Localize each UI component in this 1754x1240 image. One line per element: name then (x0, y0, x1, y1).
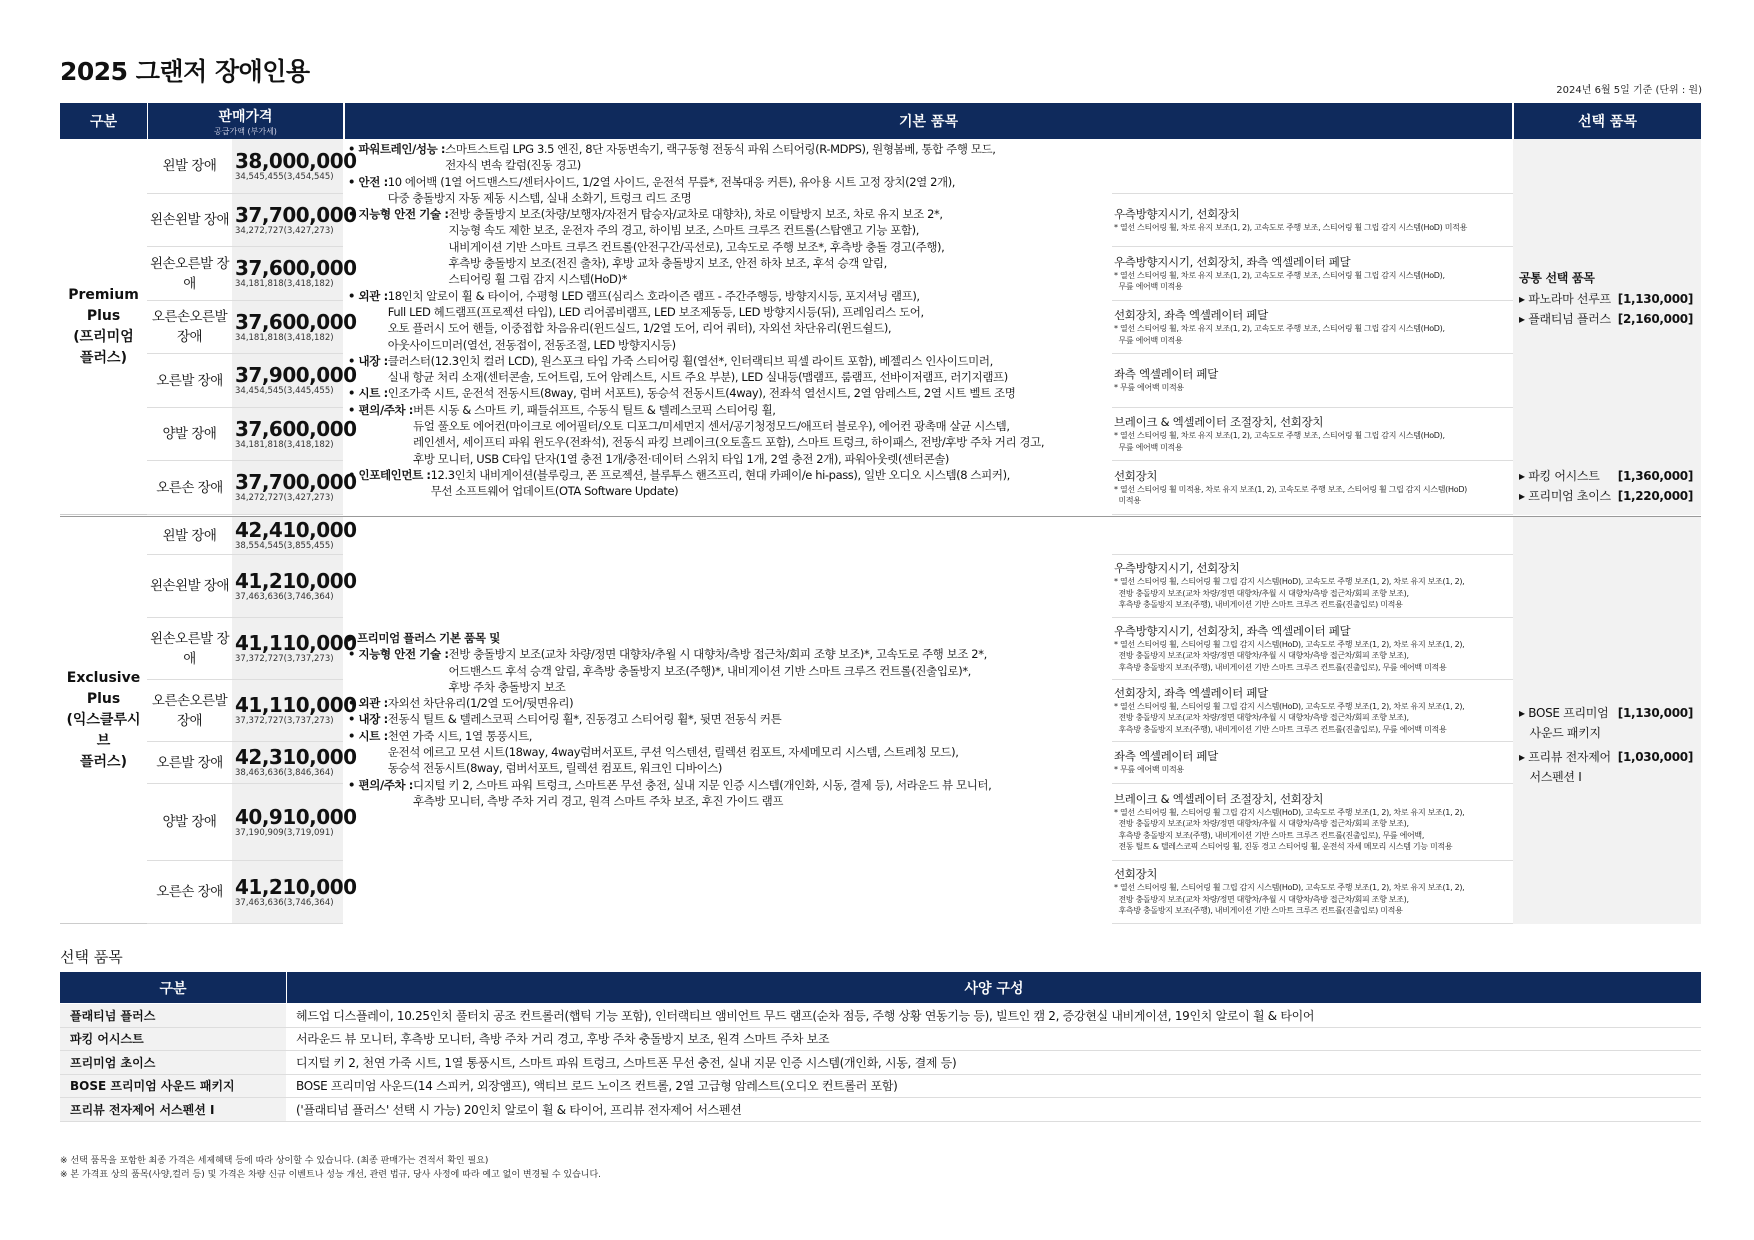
model-price (232, 247, 357, 300)
basic-line (348, 174, 1108, 207)
select-common (1513, 267, 1701, 329)
select-column (1513, 517, 1701, 924)
price-supply: 38,463,636(3,846,364) (235, 768, 334, 778)
price-supply: 34,181,818(3,418,182) (235, 279, 334, 289)
select-item (1513, 309, 1701, 329)
select-item-name: ▸ 파노라마 선루프 (1519, 292, 1611, 306)
basic-text: 클러스터(12.3인치 컬러 LCD), 원스포크 타입 가죽 스티어링 휠(열선*, 인터랙티브 픽셀 라이트 포함), 베젤리스 인사이드미러, 실내 항균 처리 소재(센터콘솔, 도어트림, 도어 암레스트, 시트 주요 부분), LED 실내등(맵램프, 룸램프, 선바이저램프, 러기지램프) (387, 353, 1008, 385)
option-row (60, 1028, 1701, 1052)
select-item-price: [2,160,000] (1617, 312, 1693, 326)
basic-head: ▸ 프리미엄 플러스 기본 품목 및 (348, 631, 500, 645)
trim-name: Premium Plus (프리미엄 플러스) (60, 139, 147, 515)
trim-name: Exclusive Plus (익스클루시브 플러스) (60, 517, 147, 924)
price-value: 37,900,000 (235, 363, 357, 387)
model-price (232, 555, 357, 617)
date-note: 2024년 6월 5일 기준 (단위 : 원) (1556, 85, 1702, 96)
basic-text: 10 에어백 (1열 어드밴스드/센터사이드, 1/2열 사이드, 운전석 무릎*, 전복대응 커튼), 유아용 시트 고정 장치(2열 2개), 다중 충돌방지 자동 제동 시스템, 실내 소화기, 트렁크 리드 조명 (387, 174, 956, 205)
model-name: 오른손 장애 (156, 884, 223, 900)
option-cell-empty (1112, 517, 1513, 555)
basic-text: 천연 가죽 시트, 1열 통풍시트, 운전석 에르고 모션 시트(18way, 4way럼버서포트, 쿠션 익스텐션, 릴렉션 컴포트, 자세메모리 시스템, 스트레칭 모드), 동승석 전동시트(8way, 럼버서포트, 릴렉션 컴포트, 워크인 디바이스) (387, 728, 959, 776)
basic-label: • 시트 : (348, 386, 388, 401)
option-cell (1112, 861, 1513, 924)
option-name: 우측방향지시기, 선회장치 (1114, 206, 1240, 221)
model-row (147, 139, 357, 194)
model-name: 왼손오른발 장애 (149, 255, 230, 292)
option-header-spec: 사양 구성 (287, 972, 1701, 1003)
option-name: 좌측 엑셀레이터 페달 (1114, 367, 1218, 382)
basic-label: • 외관 : (348, 696, 388, 711)
select-item (1513, 486, 1701, 506)
model-price (232, 517, 357, 554)
basic-label: • 인포테인먼트 : (348, 467, 431, 482)
model-name: 왼손왼발 장애 (149, 578, 230, 594)
model-price (232, 139, 357, 193)
basic-label: • 편의/주차 : (348, 402, 413, 417)
option-cell (1112, 555, 1513, 618)
basic-label: • 지능형 안전 기술 : (348, 207, 449, 222)
price-value: 40,910,000 (235, 804, 357, 829)
option-row-name: 플래티넘 플러스 (60, 1004, 286, 1027)
model-name: 오른손오른발 장애 (151, 692, 228, 729)
basic-text: 전방 충돌방지 보조(교차 차량/정면 대향차/추월 시 대향차/측방 접근차/회피 조향 보조)*, 고속도로 주행 보조 2*, 어드밴스드 후석 승객 알림, 후측방 충돌방지 보조(주행)*, 내비게이션 기반 스마트 크루즈 컨트롤(진출입로)*, 후방 주차 충돌방지 보조 (448, 647, 987, 694)
model-row (147, 408, 357, 461)
model-price (232, 618, 357, 679)
basic-line (348, 141, 1108, 174)
basic-line (348, 206, 1108, 287)
price-supply: 38,554,545(3,855,455) (235, 541, 334, 551)
footnote-1: ※ 선택 품목을 포함한 최종 가격은 세제혜택 등에 따라 상이할 수 있습니다. (최종 판매가는 견적서 확인 필요) (60, 1156, 489, 1166)
basic-line (348, 777, 1108, 810)
header-price: 판매가격 공급가액 (부가세) (147, 103, 343, 139)
basic-text: 디지털 키 2, 스마트 파워 트렁크, 스마트폰 무선 충전, 실내 지문 인증 시스템(개인화, 시동, 결제 등), 서라운드 뷰 모니터, 후측방 모니터, 측방 주차 거리 경고, 원격 스마트 주차 보조, 후진 가이드 램프 (413, 777, 992, 808)
model-name: 왼발 장애 (162, 158, 217, 174)
select-item-price: [1,130,000] (1617, 292, 1693, 306)
price-value: 37,700,000 (235, 470, 357, 494)
option-row (60, 1004, 1701, 1028)
select-item-name: ▸ 프리뷰 전자제어 서스펜션 I (1519, 750, 1611, 784)
model-row (147, 354, 357, 408)
option-name: 선회장치 (1114, 867, 1158, 882)
model-name: 양발 장애 (162, 426, 217, 442)
select-item-name: ▸ 플래티넘 플러스 (1519, 312, 1611, 326)
option-name: 우측방향지시기, 선회장치 (1114, 561, 1240, 576)
basic-text: 스마트스트림 LPG 3.5 엔진, 8단 자동변속기, 랙구동형 전동식 파워 스티어링(R-MDPS), 원형봄베, 통합 주행 모드, 전자식 변속 칼럼(진동 경고) (445, 142, 996, 173)
price-supply: 34,181,818(3,418,182) (235, 439, 334, 450)
select-item-price: [1,130,000] (1617, 706, 1693, 720)
option-name: 우측방향지시기, 선회장치, 좌측 엑셀레이터 페달 (1114, 254, 1351, 269)
price-supply: 34,545,455(3,454,545) (235, 171, 334, 182)
option-row (60, 1051, 1701, 1075)
select-item (1513, 747, 1701, 787)
header-basic: 기본 품목 (344, 103, 1512, 139)
option-row-spec: 서라운드 뷰 모니터, 후측방 모니터, 측방 주차 거리 경고, 후방 주차 충돌방지 보조, 원격 스마트 주차 보조 (296, 1032, 830, 1047)
option-note: * 열선 스티어링 휠, 차로 유지 보조(1, 2), 고속도로 주행 보조, 스티어링 휠 그립 감지 시스템(HoD), 무릎 에어백 미적용 (1114, 431, 1445, 452)
select-item-name: ▸ BOSE 프리미엄 사운드 패키지 (1519, 706, 1609, 740)
price-value: 41,110,000 (235, 693, 357, 717)
price-supply: 34,181,818(3,418,182) (235, 332, 334, 343)
model-row (147, 461, 357, 515)
option-cell (1112, 301, 1513, 354)
model-price (232, 861, 357, 923)
option-note: * 열선 스티어링 휠 미적용, 차로 유지 보조(1, 2), 고속도로 주행 보조, 스티어링 휠 그립 감지 시스템(HoD) 미적용 (1114, 484, 1467, 505)
price-value: 42,310,000 (235, 745, 357, 769)
basic-line (348, 467, 1108, 500)
select-column (1513, 139, 1701, 515)
price-supply: 34,272,727(3,427,273) (235, 493, 334, 503)
price-value: 37,600,000 (235, 416, 357, 441)
option-row (60, 1075, 1701, 1099)
basic-line (348, 353, 1108, 386)
basic-label: • 외관 : (348, 288, 388, 303)
option-note: * 열선 스티어링 휠, 스티어링 휠 그립 감지 시스템(HoD), 고속도로 주행 보조(1, 2), 차로 유지 보조(1, 2), 전방 충돌방지 보조(교차 차량/정면 대향차/추월 시 대향차/측방 접근차/회피 조향 보조), 후측방 충돌방지 보조(주행), 내비게이션 기반 스마트 크루즈 컨트롤(진출입로) 미적용 (1114, 883, 1465, 916)
basic-label: • 파워트레인/성능 : (348, 142, 446, 156)
option-section-label: 선택 품목 (60, 948, 123, 966)
price-value: 38,000,000 (235, 148, 357, 173)
select-bottom (1513, 466, 1701, 506)
model-price (232, 784, 357, 860)
model-row (147, 742, 357, 784)
option-name: 우측방향지시기, 선회장치, 좌측 엑셀레이터 페달 (1114, 623, 1351, 638)
select-exclusive (1513, 703, 1701, 791)
model-name: 왼손왼발 장애 (149, 212, 230, 228)
option-note: * 열선 스티어링 휠, 차로 유지 보조(1, 2), 고속도로 주행 보조, 스티어링 휠 그립 감지 시스템(HoD) 미적용 (1114, 222, 1467, 232)
footnote-2: ※ 본 가격표 상의 품목(사양,컬러 등) 및 가격은 차량 신규 이벤트나 성능 개선, 관련 법규, 당사 사정에 따라 예고 없이 변경될 수 있습니다. (60, 1170, 602, 1180)
basic-label: • 지능형 안전 기술 : (348, 647, 449, 662)
basic-text: 전동식 틸트 & 텔레스코픽 스티어링 휠*, 진동경고 스티어링 휠*, 뒷면 전동식 커튼 (387, 712, 782, 727)
basic-items (348, 141, 1108, 500)
model-price (232, 461, 357, 514)
basic-line (348, 695, 1108, 711)
price-value: 37,600,000 (235, 309, 357, 334)
model-row (147, 517, 357, 555)
model-price (232, 742, 357, 783)
model-name: 오른발 장애 (156, 372, 223, 389)
option-cell (1112, 680, 1513, 742)
header-trim: 구분 (60, 103, 147, 139)
basic-label: • 안전 : (348, 174, 388, 189)
option-note: * 열선 스티어링 휠, 스티어링 휠 그립 감지 시스템(HoD), 고속도로 주행 보조(1, 2), 차로 유지 보조(1, 2), 전방 충돌방지 보조(교차 차량/정면 대향차/추월 시 대향차/측방 접근차/회피 조향 보조), 후측방 충돌방지 보조(주행), 내비게이션 기반 스마트 크루즈 컨트롤(진출입로), 무릎 에어백 미적용 (1114, 701, 1465, 734)
option-header-category: 구분 (60, 972, 286, 1003)
option-row-name: BOSE 프리미엄 사운드 패키지 (60, 1075, 286, 1098)
model-row (147, 680, 357, 742)
basic-text: 자외선 차단유리(1/2열 도어/뒷면유리) (387, 696, 574, 711)
header-select: 선택 품목 (1513, 103, 1701, 139)
model-row (147, 861, 357, 924)
basic-line (348, 288, 1108, 353)
price-supply: 37,372,727(3,737,273) (235, 716, 334, 726)
option-row-spec: 헤드업 디스플레이, 10.25인치 풀터치 공조 컨트롤러(햅틱 기능 포함), 인터랙티브 앰비언트 무드 램프(순차 점등, 주행 상황 연동기능 등), 빌트인 캠 2, 증강현실 내비게이션, 19인치 알로이 휠 & 타이어 (296, 1008, 1315, 1023)
price-value: 41,210,000 (235, 874, 357, 899)
select-item-name: ▸ 파킹 어시스트 (1519, 469, 1600, 483)
price-value: 37,600,000 (235, 256, 357, 280)
option-row-spec: ('플래티넘 플러스' 선택 시 가능) 20인치 알로이 휠 & 타이어, 프리뷰 전자제어 서스펜션 (296, 1102, 742, 1117)
option-row-name: 프리미엄 초이스 (60, 1051, 286, 1074)
option-cell (1112, 354, 1513, 408)
option-row-name: 파킹 어시스트 (60, 1028, 286, 1051)
model-price (232, 680, 357, 741)
price-supply: 37,190,909(3,719,091) (235, 827, 334, 838)
basic-text: 인조가죽 시트, 운전석 전동시트(8way, 럼버 서포트), 동승석 전동시트(4way), 전좌석 열선시트, 2열 암레스트, 2열 시트 벨트 조명 (387, 386, 1016, 401)
price-supply: 34,454,545(3,445,455) (235, 386, 334, 396)
basic-line (348, 646, 1108, 695)
basic-label: • 시트 : (348, 728, 388, 743)
option-cell (1112, 618, 1513, 680)
price-value: 37,700,000 (235, 202, 357, 227)
model-row (147, 194, 357, 247)
model-price (232, 301, 357, 353)
price-supply: 37,463,636(3,746,364) (235, 591, 334, 602)
model-price (232, 408, 357, 460)
basic-label: • 편의/주차 : (348, 777, 413, 792)
option-note: * 열선 스티어링 휠, 차로 유지 보조(1, 2), 고속도로 주행 보조, 스티어링 휠 그립 감지 시스템(HoD), 무릎 에어백 미적용 (1114, 324, 1445, 345)
price-supply: 34,272,727(3,427,273) (235, 225, 334, 236)
select-item (1513, 703, 1701, 743)
model-row (147, 784, 357, 861)
model-name: 양발 장애 (162, 814, 217, 830)
option-note: * 열선 스티어링 휠, 차로 유지 보조(1, 2), 고속도로 주행 보조, 스티어링 휠 그립 감지 시스템(HoD), 무릎 에어백 미적용 (1114, 270, 1445, 291)
price-supply: 37,463,636(3,746,364) (235, 897, 334, 908)
option-note: * 열선 스티어링 휠, 스티어링 휠 그립 감지 시스템(HoD), 고속도로 주행 보조(1, 2), 차로 유지 보조(1, 2), 전방 충돌방지 보조(교차 차량/정면 대향차/추월 시 대향차/측방 접근차/회피 조향 보조), 후측방 충돌방지 보조(주행), 내비게이션 기반 스마트 크루즈 컨트롤(진출입로), 무릎 에어백, 전동 틸트 & 텔레스코픽 스티어링 휠, 진동 경고 스티어링 휠, 운전석 자세 메모리 시스템 기능 미적용 (1114, 807, 1465, 851)
basic-line (348, 385, 1108, 401)
select-item-price: [1,030,000] (1617, 750, 1693, 764)
option-row (60, 1098, 1701, 1122)
model-row (147, 555, 357, 618)
option-cell-empty (1112, 139, 1513, 194)
basic-label: • 내장 : (348, 712, 388, 727)
option-note: * 열선 스티어링 휠, 스티어링 휠 그립 감지 시스템(HoD), 고속도로 주행 보조(1, 2), 차로 유지 보조(1, 2), 전방 충돌방지 보조(교차 차량/정면 대향차/추월 시 대향차/측방 접근차/회피 조향 보조), 후측방 충돌방지 보조(주행), 내비게이션 기반 스마트 크루즈 컨트롤(진출입로), 무릎 에어백 미적용 (1114, 639, 1465, 672)
select-item-price: [1,360,000] (1617, 469, 1693, 483)
basic-text: 12.3인치 내비게이션(블루링크, 폰 프로젝션, 블루투스 핸즈프리, 현대 카페이/e hi-pass), 일반 오디오 시스템(8 스피커), 무선 소프트웨어 업데이트(OTA Software Update) (430, 467, 1010, 499)
model-row (147, 247, 357, 301)
model-name: 오른발 장애 (156, 754, 223, 771)
option-name: 선회장치, 좌측 엑셀레이터 페달 (1114, 308, 1268, 322)
page-title: 2025 그랜저 장애인용 (60, 57, 310, 86)
basic-text: 18인치 알로이 휠 & 타이어, 수평형 LED 램프(심리스 호라이즌 램프 - 주간주행등, 방향지시등, 포지셔닝 램프), Full LED 헤드램프(프로젝션 타입), LED 리어콤비램프, LED 보조제동등, LED 방향지시등(뒤), 프레임리스 도어, 오토 플러시 도어 핸들, 이중접합 차음유리(윈드실드, 1/2열 도어, 리어 쿼터), 자외선 차단유리(윈드쉴드), 아웃사이드미러(열선, 전동접이, 전동조절, LED 방향지시등) (387, 288, 924, 352)
option-name: 좌측 엑셀레이터 페달 (1114, 749, 1218, 764)
basic-line (348, 711, 1108, 727)
basic-text: 전방 충돌방지 보조(차량/보행자/자전거 탑승자/교차로 대향차), 차로 이탈방지 보조, 차로 유지 보조 2*, 지능형 속도 제한 보조, 운전자 주의 경고, 하이빔 보조, 스마트 크루즈 컨트롤(스탑앤고 기능 포함), 내비게이션 기반 스마트 크루즈 컨트롤(안전구간/곡선로), 고속도로 주행 보조*, 후측방 충돌 경고(주행), 후측방 충돌방지 보조(전진 출차), 후방 교차 충돌방지 보조, 안전 하차 보조, 후석 승객 알림, 스티어링 휠 그립 감지 시스템(HoD)* (448, 207, 945, 287)
select-item (1513, 466, 1701, 486)
model-row (147, 301, 357, 354)
option-cell (1112, 784, 1513, 861)
option-cell (1112, 461, 1513, 515)
model-name: 왼손오른발 장애 (149, 630, 230, 667)
model-row (147, 618, 357, 680)
option-note: * 무릎 에어백 미적용 (1114, 383, 1184, 393)
price-supply: 37,372,727(3,737,273) (235, 654, 334, 664)
select-item (1513, 289, 1701, 309)
option-cell (1112, 247, 1513, 301)
model-name: 왼발 장애 (162, 527, 217, 544)
section-divider (60, 516, 1701, 517)
option-name: 선회장치, 좌측 엑셀레이터 페달 (1114, 685, 1268, 700)
option-row-name: 프리뷰 전자제어 서스펜션 I (60, 1098, 286, 1121)
price-value: 42,410,000 (235, 518, 357, 542)
select-item-name: ▸ 프리미엄 초이스 (1519, 489, 1611, 503)
price-value: 41,110,000 (235, 631, 357, 655)
basic-items (348, 630, 1108, 809)
model-name: 오른손 장애 (156, 479, 223, 496)
option-note: * 열선 스티어링 휠, 스티어링 휠 그립 감지 시스템(HoD), 고속도로 주행 보조(1, 2), 차로 유지 보조(1, 2), 전방 충돌방지 보조(교차 차량/정면 대향차/추월 시 대향차/측방 접근차/회피 조향 보조), 후측방 충돌방지 보조(주행), 내비게이션 기반 스마트 크루즈 컨트롤(진출입로) 미적용 (1114, 577, 1465, 610)
select-common-head: 공통 선택 품목 (1519, 271, 1595, 285)
option-name: 브레이크 & 엑셀레이터 조절장치, 선회장치 (1114, 415, 1324, 429)
basic-line (348, 728, 1108, 777)
basic-line (348, 402, 1108, 467)
basic-label: • 내장 : (348, 353, 388, 368)
option-row-spec: BOSE 프리미엄 사운드(14 스피커, 외장앰프), 액티브 로드 노이즈 컨트롤, 2열 고급형 암레스트(오디오 컨트롤러 포함) (296, 1079, 898, 1094)
model-price (232, 194, 357, 246)
option-cell (1112, 742, 1513, 784)
option-cell (1112, 194, 1513, 247)
option-name: 브레이크 & 엑셀레이터 조절장치, 선회장치 (1114, 791, 1324, 806)
option-row-spec: 디지털 키 2, 천연 가죽 시트, 1열 통풍시트, 스마트 파워 트렁크, 스마트폰 무선 충전, 실내 지문 인증 시스템(개인화, 시동, 결제 등) (296, 1055, 957, 1070)
model-name: 오른손오른발 장애 (151, 309, 228, 345)
model-price (232, 354, 357, 407)
select-item-price: [1,220,000] (1617, 489, 1693, 503)
option-cell (1112, 408, 1513, 461)
price-value: 41,210,000 (235, 568, 357, 593)
option-note: * 무릎 에어백 미적용 (1114, 765, 1184, 775)
option-name: 선회장치 (1114, 468, 1158, 483)
basic-text: 버튼 시동 & 스마트 키, 패들쉬프트, 수동식 틸트 & 텔레스코픽 스티어링 휠, 듀얼 풀오토 에어컨(마이크로 에어필터/오토 디포그/미세먼지 센서/공기청정모드/애프터 블로우), 에어컨 광촉매 살균 시스템, 레인센서, 세이프티 파워 윈도우(전좌석), 전동식 파킹 브레이크(오토홀드 포함), 스마트 트렁크, 하이패스, 전방/후방 주차 거리 경고, 후방 모니터, USB C타입 단자(1열 충전 1개/충전·데이터 스위치 타입 1개, 2열 충전 2개), 파워아웃렛(센터콘솔) (413, 402, 1045, 466)
